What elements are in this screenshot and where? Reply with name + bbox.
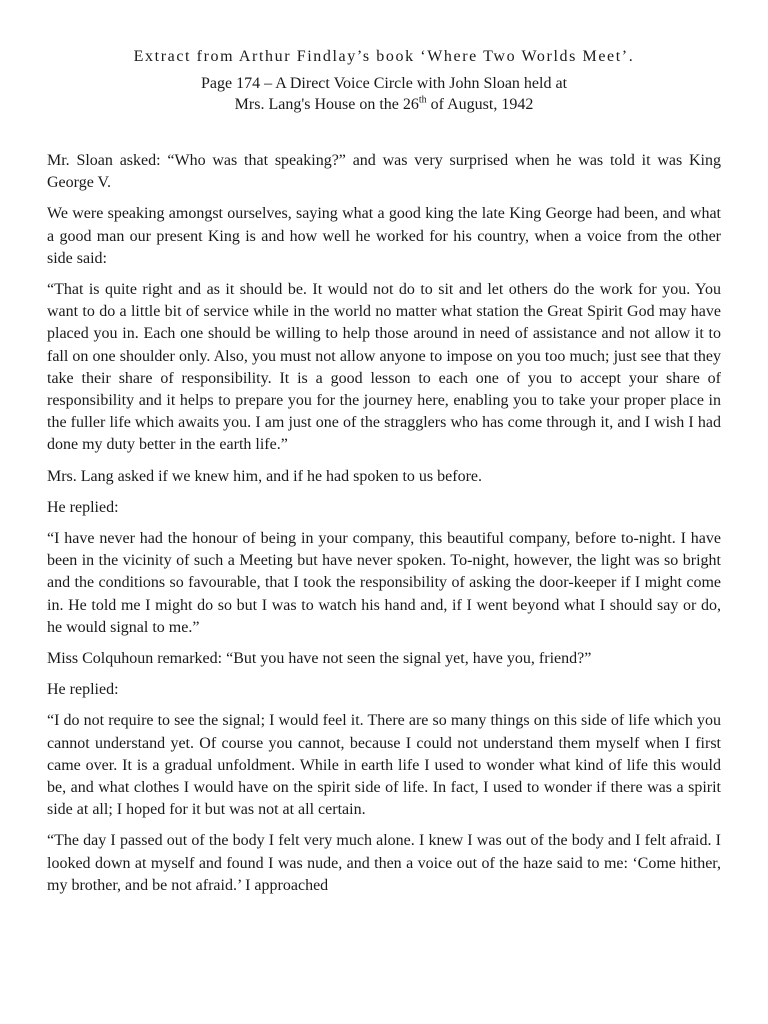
document-page [47,0,721,906]
paragraph-he-replied-2: He replied: [47,681,119,699]
paragraph-signal: “I do not require to see the signal; I would feel it. There are so many things on this side of life which you cannot understand yet. Of course you cannot, because I could not understand them myself when I first came over. It is a gradual unfoldment. While in earth life I used to wonder what kind of life this would be, and what clothes I would have on the spirit side of life. In fact, I used to wonder if there was a spirit side at all; I hoped for it but was not at all certain. [47,712,721,819]
ordinal-superscript: th [418,94,427,106]
document-header [47,46,721,115]
subtitle-line-2-end: of August, 1942 [426,96,534,113]
subtitle-line-2-start: Mrs. Lang's House on the 26 [234,96,419,113]
paragraph-speaking-amongst: We were speaking amongst ourselves, saying what a good king the late King George had been, and what a good man our present King is and how well he worked for his country, when a voice from the other side said: [47,205,721,267]
paragraph-quite-right: “That is quite right and as it should be. It would not do to sit and let others do the work for you. You want to do a little bit of service while in the world no matter what station the Great Spirit God may have placed you in. Each one should be willing to help those around in need of assistance and not allow it to fall on one shoulder only. Also, you must not allow anyone to impose on you too much; just see that they take their share of responsibility. It is a good lesson to each one of you to accept your share of responsibility and it helps to prepare you for the journey here, enabling you to take your proper place in the fuller life which awaits you. I am just one of the stragglers who has come through it, and I wish I had done my duty better in the earth life.” [47,281,721,454]
paragraph-sloan-asked: Mr. Sloan asked: “Who was that speaking?” and was very surprised when he was told it was King George V. [47,152,721,192]
extract-title: Extract from Arthur Findlay’s book ‘Where Two Worlds Meet’. [133,48,635,65]
subtitle-line-2 [47,94,721,115]
subtitle-line-1: Page 174 – A Direct Voice Circle with John Sloan held at [200,75,568,92]
paragraph-miss-colquhoun: Miss Colquhoun remarked: “But you have not seen the signal yet, have you, friend?” [47,650,592,668]
paragraph-he-replied: He replied: [47,498,119,516]
paragraph-mrs-lang-asked: Mrs. Lang asked if we knew him, and if he had spoken to us before. [47,467,482,485]
document-body [47,150,721,897]
paragraph-passed-out: “The day I passed out of the body I felt very much alone. I knew I was out of the body and I felt afraid. I looked down at myself and found I was nude, and then a voice out of the haze said to me: ‘Come hither, my brother, and be not afraid.’ I approached [47,832,721,894]
paragraph-never-had-honour: “I have never had the honour of being in your company, this beautiful company, before to-night. I have been in the vicinity of such a Meeting but have never spoken. To-night, however, the light was so bright and the conditions so favourable, that I took the responsibility of asking the door-keeper if I might come in. He told me I might do so but I was to watch his hand and, if I went beyond what I should say or do, he would signal to me.” [47,530,721,636]
